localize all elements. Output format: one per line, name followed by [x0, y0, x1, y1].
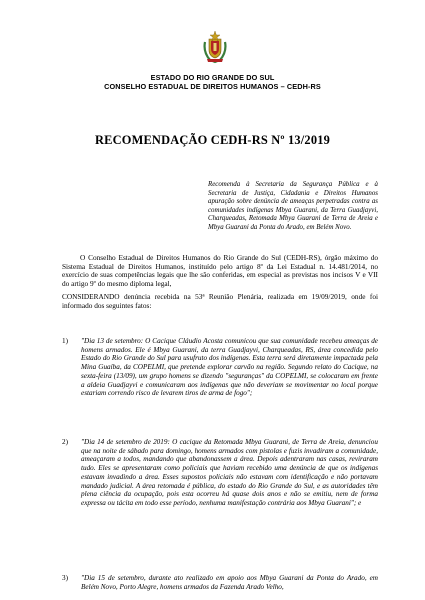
- list-item-number: 3): [62, 574, 68, 582]
- paragraph-intro: O Conselho Estadual de Direitos Humanos do Rio Grande do Sul (CEDH-RS), órgão máximo do Sistema Estadual de Direitos Humanos, instituído pelo artigo 8º da Lei Estadual n. 14.481/2014, no exercício de suas competências legais que lhe são conferidas, em especial as previstas nos incisos V e VII do artigo 9º do mesmo diploma legal,: [62, 253, 378, 289]
- coat-of-arms-icon: [202, 30, 228, 64]
- header-state: ESTADO DO RIO GRANDE DO SUL: [150, 73, 275, 82]
- list-item-text: "Dia 13 de setembro: O Cacique Cláudio Acosta comunicou que sua comunidade recebeu ameaças de homens armados. Ele é Mbya Guarani, da terra Guadjayvi, Charqueadas, RS, área concedida pelo Estado do Rio Grande do Sul para usufruto dos indígenas. Esta terra será diretamente impactada pela Mina Guaíba, da COPELMI, que pretende explorar carvão na região. Segundo relato do Cacique, na sexta-feira (13/09), um grupo homens se dizendo "seguranças" da COPELMI, se colocaram em frente a aldeia Guadjayvi e comunicaram aos indígenas que não deveriam se movimentar no local porque estariam correndo risco de levarem tiros de arma de fogo";: [81, 337, 378, 398]
- list-item-text: "Dia 14 de setembro de 2019: O cacique da Retomada Mbya Guarani, de Terra de Areia, denunciou que na noite de sábado para domingo, homens armados com pistolas e fuzis invadiram a comunidade, ameaçaram a todos, mandando que abandonassem a área. Depois adentraram nas casas, reviraram tudo. Eles se apresentaram como policiais que haviam recebido uma denúncia de que os indígenas estavam invadindo a área. Esses supostos policiais não estavam com identificação e não portavam mandado judicial. A área retomada é pública, do estado do Rio Grande do Sul, e as autoridades têm plena ciência da ocupação, pois esta ocorreu há quase dois anos e não se emitiu, nem de forma expressa ou tácita em todo esse período, nenhuma manifestação contrária aos Mbya Guarani"; e: [81, 438, 378, 507]
- paragraph-considering: CONSIDERANDO denúncia recebida na 53ª Reunião Plenária, realizada em 19/09/2019, onde foi informado dos seguintes fatos:: [62, 292, 378, 310]
- list-item-number: 1): [62, 337, 68, 345]
- document-title: RECOMENDAÇÃO CEDH-RS Nº 13/2019: [94, 133, 331, 147]
- list-item-text: "Dia 15 de setembro, durante ato realizado em apoio aos Mbya Guarani da Ponta do Arado, em Belém Novo, Porto Alegre, homens armados da Fazenda Arado Velho,: [81, 574, 378, 591]
- abstract: Recomenda à Secretaria da Segurança Pública e à Secretaria de Justiça, Cidadania e Direitos Humanos apuração sobre denúncia de ameaças perpetradas contra as comunidades indígenas Mbya Guarani, da Terra Guadjayvi, Charqueadas, Retomada Mbya Guarani de Terra de Areia e Mbya Guarani da Ponta do Arado, em Belém Novo.: [208, 181, 378, 231]
- list-item-number: 2): [62, 438, 68, 446]
- header-council: CONSELHO ESTADUAL DE DIREITOS HUMANOS – CEDH-RS: [104, 82, 321, 91]
